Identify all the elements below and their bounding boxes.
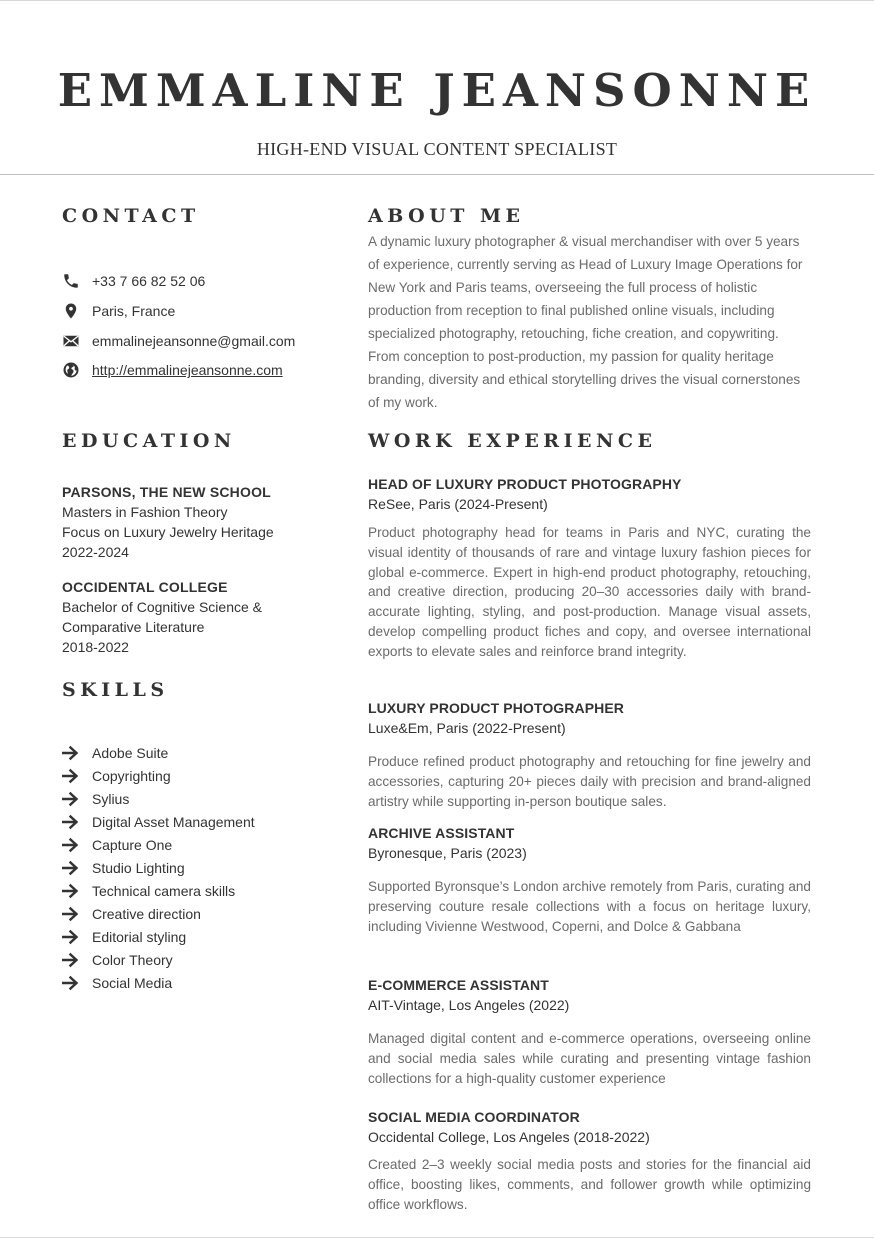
skill-label: Copyrighting <box>92 768 171 784</box>
skill-label: Social Media <box>92 975 173 991</box>
location-pin-icon <box>62 302 80 320</box>
arrow-right-icon <box>62 906 79 922</box>
arrow-right-icon <box>62 883 79 899</box>
arrow-right-icon <box>62 814 79 830</box>
arrow-right-icon <box>62 791 79 807</box>
education-item <box>62 482 322 562</box>
education-heading: EDUCATION <box>62 430 236 452</box>
arrow-right-icon <box>62 837 79 853</box>
job-description: Created 2–3 weekly social media posts and stories for the financial aid office, boosting likes, comments, and follower growth while optimizing office workflows. <box>368 1157 811 1212</box>
education-focus: Focus on Luxury Jewelry Heritage <box>62 524 274 540</box>
resume-name: EMMALINE JEANSONNE <box>57 64 817 117</box>
job-title: SOCIAL MEDIA COORDINATOR <box>368 1109 580 1125</box>
phone-text: +33 7 66 82 52 06 <box>92 273 206 289</box>
arrow-right-icon <box>62 768 79 784</box>
skill-label: Editorial styling <box>92 929 187 945</box>
skill-label: Sylius <box>92 791 130 807</box>
website-link[interactable]: http://emmalinejeansonne.com <box>92 362 283 378</box>
education-school: OCCIDENTAL COLLEGE <box>62 579 228 595</box>
job-entry <box>368 474 811 662</box>
contact-email <box>62 331 296 351</box>
skill-label: Studio Lighting <box>92 860 185 876</box>
job-description: Supported Byronsque’s London archive remotely from Paris, curating and preserving couture resale collections with a focus on heritage luxury, including Vivienne Westwood, Coperni, and Dolce & Gabbana <box>368 879 811 934</box>
job-entry <box>368 698 811 811</box>
skill-label: Technical camera skills <box>92 883 236 899</box>
contact-heading: CONTACT <box>62 205 200 227</box>
education-school: PARSONS, THE NEW SCHOOL <box>62 484 271 500</box>
arrow-right-icon <box>62 952 79 968</box>
about-heading: ABOUT ME <box>368 205 525 227</box>
arrow-right-icon <box>62 929 79 945</box>
resume-subtitle: HIGH-END VISUAL CONTENT SPECIALIST <box>256 139 618 159</box>
skill-label: Capture One <box>92 837 173 853</box>
job-description: Managed digital content and e-commerce operations, overseeing online and social media sales while curating and presenting vintage fashion collections for a high-quality customer experience <box>368 1031 811 1086</box>
education-degree-cont: Comparative Literature <box>62 619 205 635</box>
job-title: E-COMMERCE ASSISTANT <box>368 977 549 993</box>
arrow-right-icon <box>62 860 79 876</box>
globe-icon <box>62 361 80 379</box>
skill-label: Digital Asset Management <box>92 814 255 830</box>
arrow-right-icon <box>62 745 79 761</box>
contact-location <box>62 301 176 321</box>
education-years: 2022-2024 <box>62 544 129 560</box>
job-company: Byronesque, Paris (2023) <box>368 845 527 861</box>
location-text: Paris, France <box>92 303 176 319</box>
job-entry <box>368 975 811 1088</box>
skill-label: Creative direction <box>92 906 201 922</box>
email-text[interactable]: emmalinejeansonne@gmail.com <box>92 333 296 349</box>
about-text: A dynamic luxury photographer & visual merchandiser with over 5 years of experience, currently serving as Head of Luxury Image Operations for New York and Paris teams, overseeing the full process of holistic production from reception to final published online visuals, including specialized photography, retouching, fiche creation, and copywriting. From conception to post-production, my passion for quality heritage branding, diversity and ethical storytelling drives the visual cornerstones of my work. <box>368 234 803 410</box>
education-degree: Bachelor of Cognitive Science & <box>62 599 262 615</box>
contact-website <box>62 360 283 380</box>
top-edge-line <box>0 0 874 1</box>
skills-heading: SKILLS <box>62 679 169 701</box>
education-item <box>62 577 322 657</box>
phone-icon <box>62 272 80 290</box>
skill-label: Adobe Suite <box>92 745 169 761</box>
job-company: Occidental College, Los Angeles (2018-2022) <box>368 1129 650 1145</box>
contact-phone <box>62 271 206 291</box>
job-entry <box>368 1107 811 1214</box>
work-heading: WORK EXPERIENCE <box>368 430 657 452</box>
skill-label: Color Theory <box>92 952 173 968</box>
job-title: HEAD OF LUXURY PRODUCT PHOTOGRAPHY <box>368 476 682 492</box>
job-description: Product photography head for teams in Paris and NYC, curating the visual identity of thousands of rare and vintage luxury fashion pieces for global e-commerce. Expert in high-end product photography, retouching, and creative direction, producing 20–30 accessories daily with brand-accurate lighting, styling, and post-production. Manage visual assets, develop compelling product fiches and copy, and oversee international exports to elevate sales and reinforce brand integrity. <box>368 525 811 659</box>
education-degree: Masters in Fashion Theory <box>62 504 228 520</box>
envelope-icon <box>62 332 80 350</box>
job-company: ReSee, Paris (2024-Present) <box>368 496 548 512</box>
job-company: Luxe&Em, Paris (2022-Present) <box>368 720 566 736</box>
job-description: Produce refined product photography and retouching for fine jewelry and accessories, capturing 20+ pieces daily with precision and brand-aligned artistry while supporting in-person boutique sales. <box>368 754 811 809</box>
arrow-right-icon <box>62 975 79 991</box>
job-company: AIT-Vintage, Los Angeles (2022) <box>368 997 570 1013</box>
job-title: ARCHIVE ASSISTANT <box>368 825 515 841</box>
job-title: LUXURY PRODUCT PHOTOGRAPHER <box>368 700 625 716</box>
education-years: 2018-2022 <box>62 639 129 655</box>
job-entry <box>368 823 811 936</box>
header-divider <box>0 174 874 175</box>
